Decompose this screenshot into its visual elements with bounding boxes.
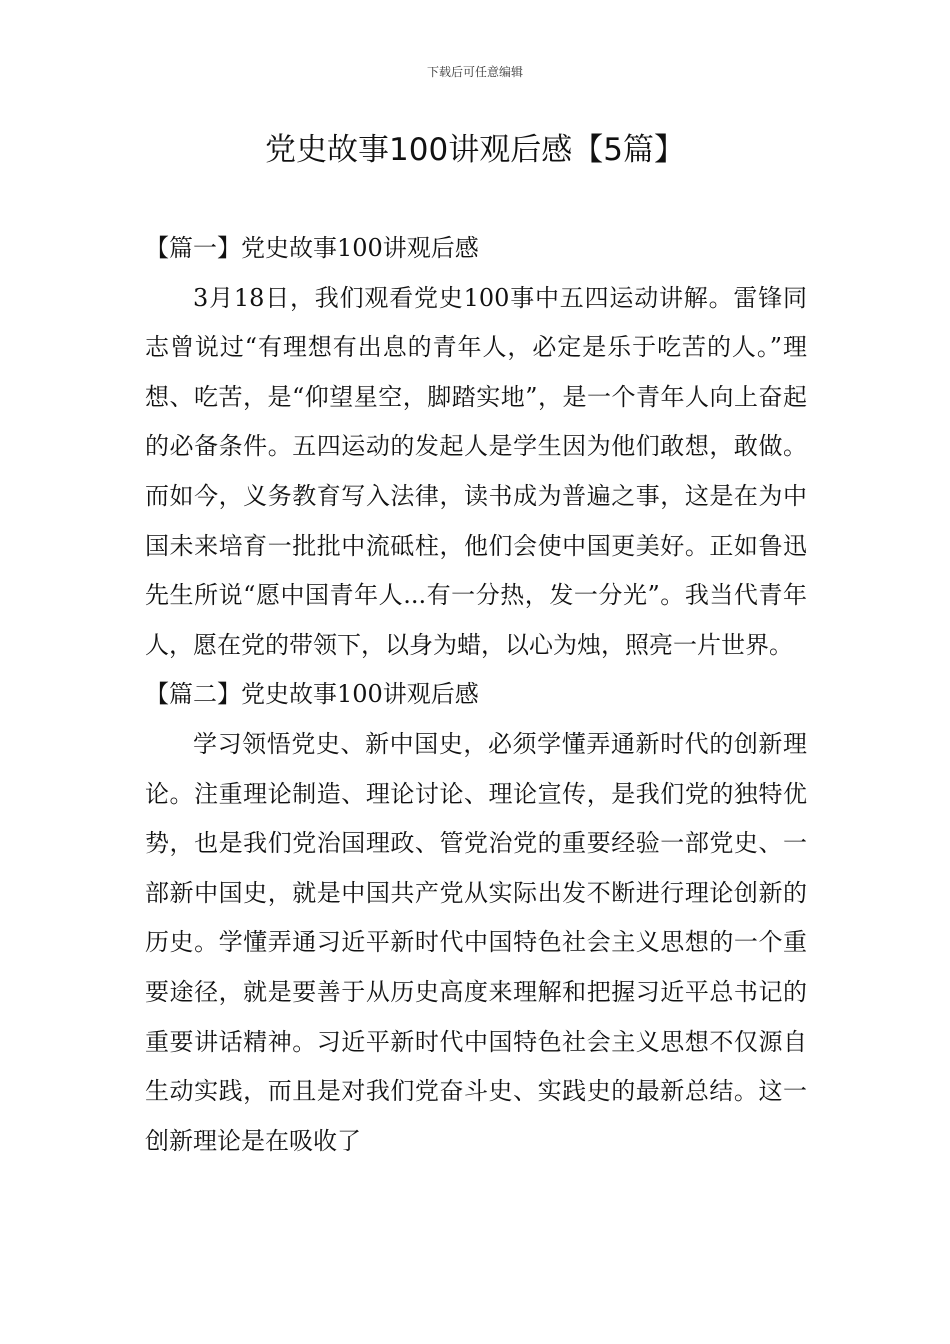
section-2 <box>145 670 807 1166</box>
header-note: 下载后可任意编辑 <box>426 65 523 79</box>
section-heading: 【篇一】党史故事100讲观后感 <box>145 234 479 262</box>
document-body <box>145 224 807 1166</box>
section-paragraph: 3月18日，我们观看党史100事中五四运动讲解。雷锋同志曾说过“有理想有出息的青年人，必定是乐于吃苦的人。”理想、吃苦，是“仰望星空，脚踏实地”，是一个青年人向上奋起的必备条件。五四运动的发起人是学生因为他们敢想，敢做。而如今，义务教育写入法律，读书成为普遍之事，这是在为中国未来培育一批批中流砥柱，他们会使中国更美好。正如鲁迅先生所说“愿中国青年人...有一分热，发一分光”。我当代青年人，愿在党的带领下，以身为蜡，以心为烛，照亮一片世界。 <box>145 283 807 659</box>
section-1 <box>145 224 807 670</box>
document-title: 党史故事100讲观后感【5篇】 <box>265 132 685 168</box>
section-heading: 【篇二】党史故事100讲观后感 <box>145 680 479 709</box>
section-paragraph: 学习领悟党史、新中国史，必须学懂弄通新时代的创新理论。注重理论制造、理论讨论、理论宣传，是我们党的独特优势，也是我们党治国理政、管党治党的重要经验一部党史、一部新中国史，就是中国共产党从实际出发不断进行理论创新的历史。学懂弄通习近平新时代中国特色社会主义思想的一个重要途径，就是要善于从历史高度来理解和把握习近平总书记的重要讲话精神。习近平新时代中国特色社会主义思想不仅源自生动实践，而且是对我们党奋斗史、实践史的最新总结。这一创新理论是在吸收了 <box>145 729 807 1155</box>
